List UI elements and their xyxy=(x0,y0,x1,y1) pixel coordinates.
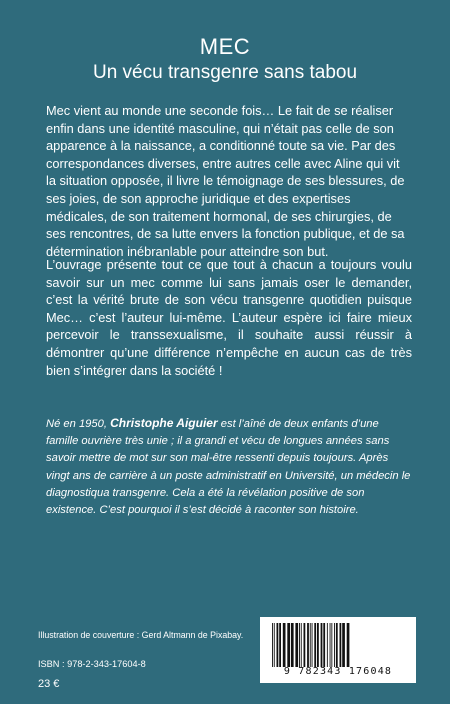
author-bio xyxy=(46,415,414,519)
barcode-bar xyxy=(283,623,286,667)
price: 23 € xyxy=(38,678,60,690)
barcode-bar xyxy=(310,623,311,667)
barcode-bar xyxy=(323,623,325,667)
barcode xyxy=(260,617,416,683)
barcode-bar xyxy=(331,623,332,667)
barcode-bar xyxy=(321,623,323,667)
barcode-bar xyxy=(295,623,298,667)
bio-text: est l’aîné de deux enfants d’une famille ouvrière très unie ; il a grandi et vécu de longues années sans savoir mettre de mot sur son mal-être ressenti depuis toujours. Après vingt ans de carrière à un poste administratif en Université, un médecin le diagnostiqua transgenre. Cela a été la révélation positive de son existence. C’est pourquoi il s’est décidé à raconter son histoire. xyxy=(46,418,411,517)
summary-paragraph-2: L’ouvrage présente tout ce que tout à chacun a toujours voulu savoir sur un mec comme lui sans jamais oser le demander, c’est la vérité brute de son vécu transgenre quotidien puisque Mec… c’est l’auteur lui-même. L’auteur espère ici faire mieux percevoir le transsexualisme, il souhaite aussi réussir à démontrer qu’une différence n’empêche en aucun cas de très bien s’intégrer dans la société ! xyxy=(46,257,412,378)
author-name: Christophe Aiguier xyxy=(110,416,218,430)
barcode-bar xyxy=(272,623,273,667)
barcode-bar xyxy=(274,623,275,667)
book-subtitle: Un vécu transgenre sans tabou xyxy=(92,62,358,83)
barcode-bar xyxy=(287,623,290,667)
barcode-bar xyxy=(304,623,306,667)
barcode-bar xyxy=(312,623,313,667)
barcode-bars xyxy=(270,623,406,667)
barcode-bar xyxy=(307,623,309,667)
barcode-bar xyxy=(317,623,319,667)
barcode-bar xyxy=(314,623,316,667)
barcode-digits: 9 782343 176048 xyxy=(283,666,393,677)
bio-prefix: Né en 1950, xyxy=(46,418,111,430)
book-title: MEC xyxy=(199,34,251,59)
barcode-bar xyxy=(342,623,345,667)
barcode-bar xyxy=(340,623,342,667)
illustration-credit: Illustration de couverture : Gerd Altmann de Pixabay. xyxy=(38,630,244,640)
barcode-bar xyxy=(334,623,335,667)
barcode-bar xyxy=(336,623,338,667)
isbn: ISBN : 978-2-343-17604-8 xyxy=(38,659,146,669)
barcode-bar xyxy=(277,623,279,667)
summary-paragraph-1: Mec vient au monde une seconde fois… Le fait de se réaliser enfin dans une identité masculine, qui n’était pas celle de son apparence à la naissance, a conditionné toute sa vie. Par des correspondances diverses, entre autres celle avec Aline qui vit la situation opposée, il livre le témoignage de ses blessures, de ses joies, de son approche juridique et des expertises médicales, de son traitement hormonal, de ses chirurgies, de ses rencontres, de sa lutte envers la fonction publique, et de sa détermination inébranlable pour atteindre son but. xyxy=(46,103,405,259)
barcode-bar xyxy=(299,623,300,667)
barcode-bar xyxy=(291,623,294,667)
barcode-bar xyxy=(330,623,331,667)
barcode-bar xyxy=(347,623,350,667)
barcode-bar xyxy=(301,623,302,667)
barcode-bar xyxy=(279,623,281,667)
barcode-bar xyxy=(327,623,328,667)
